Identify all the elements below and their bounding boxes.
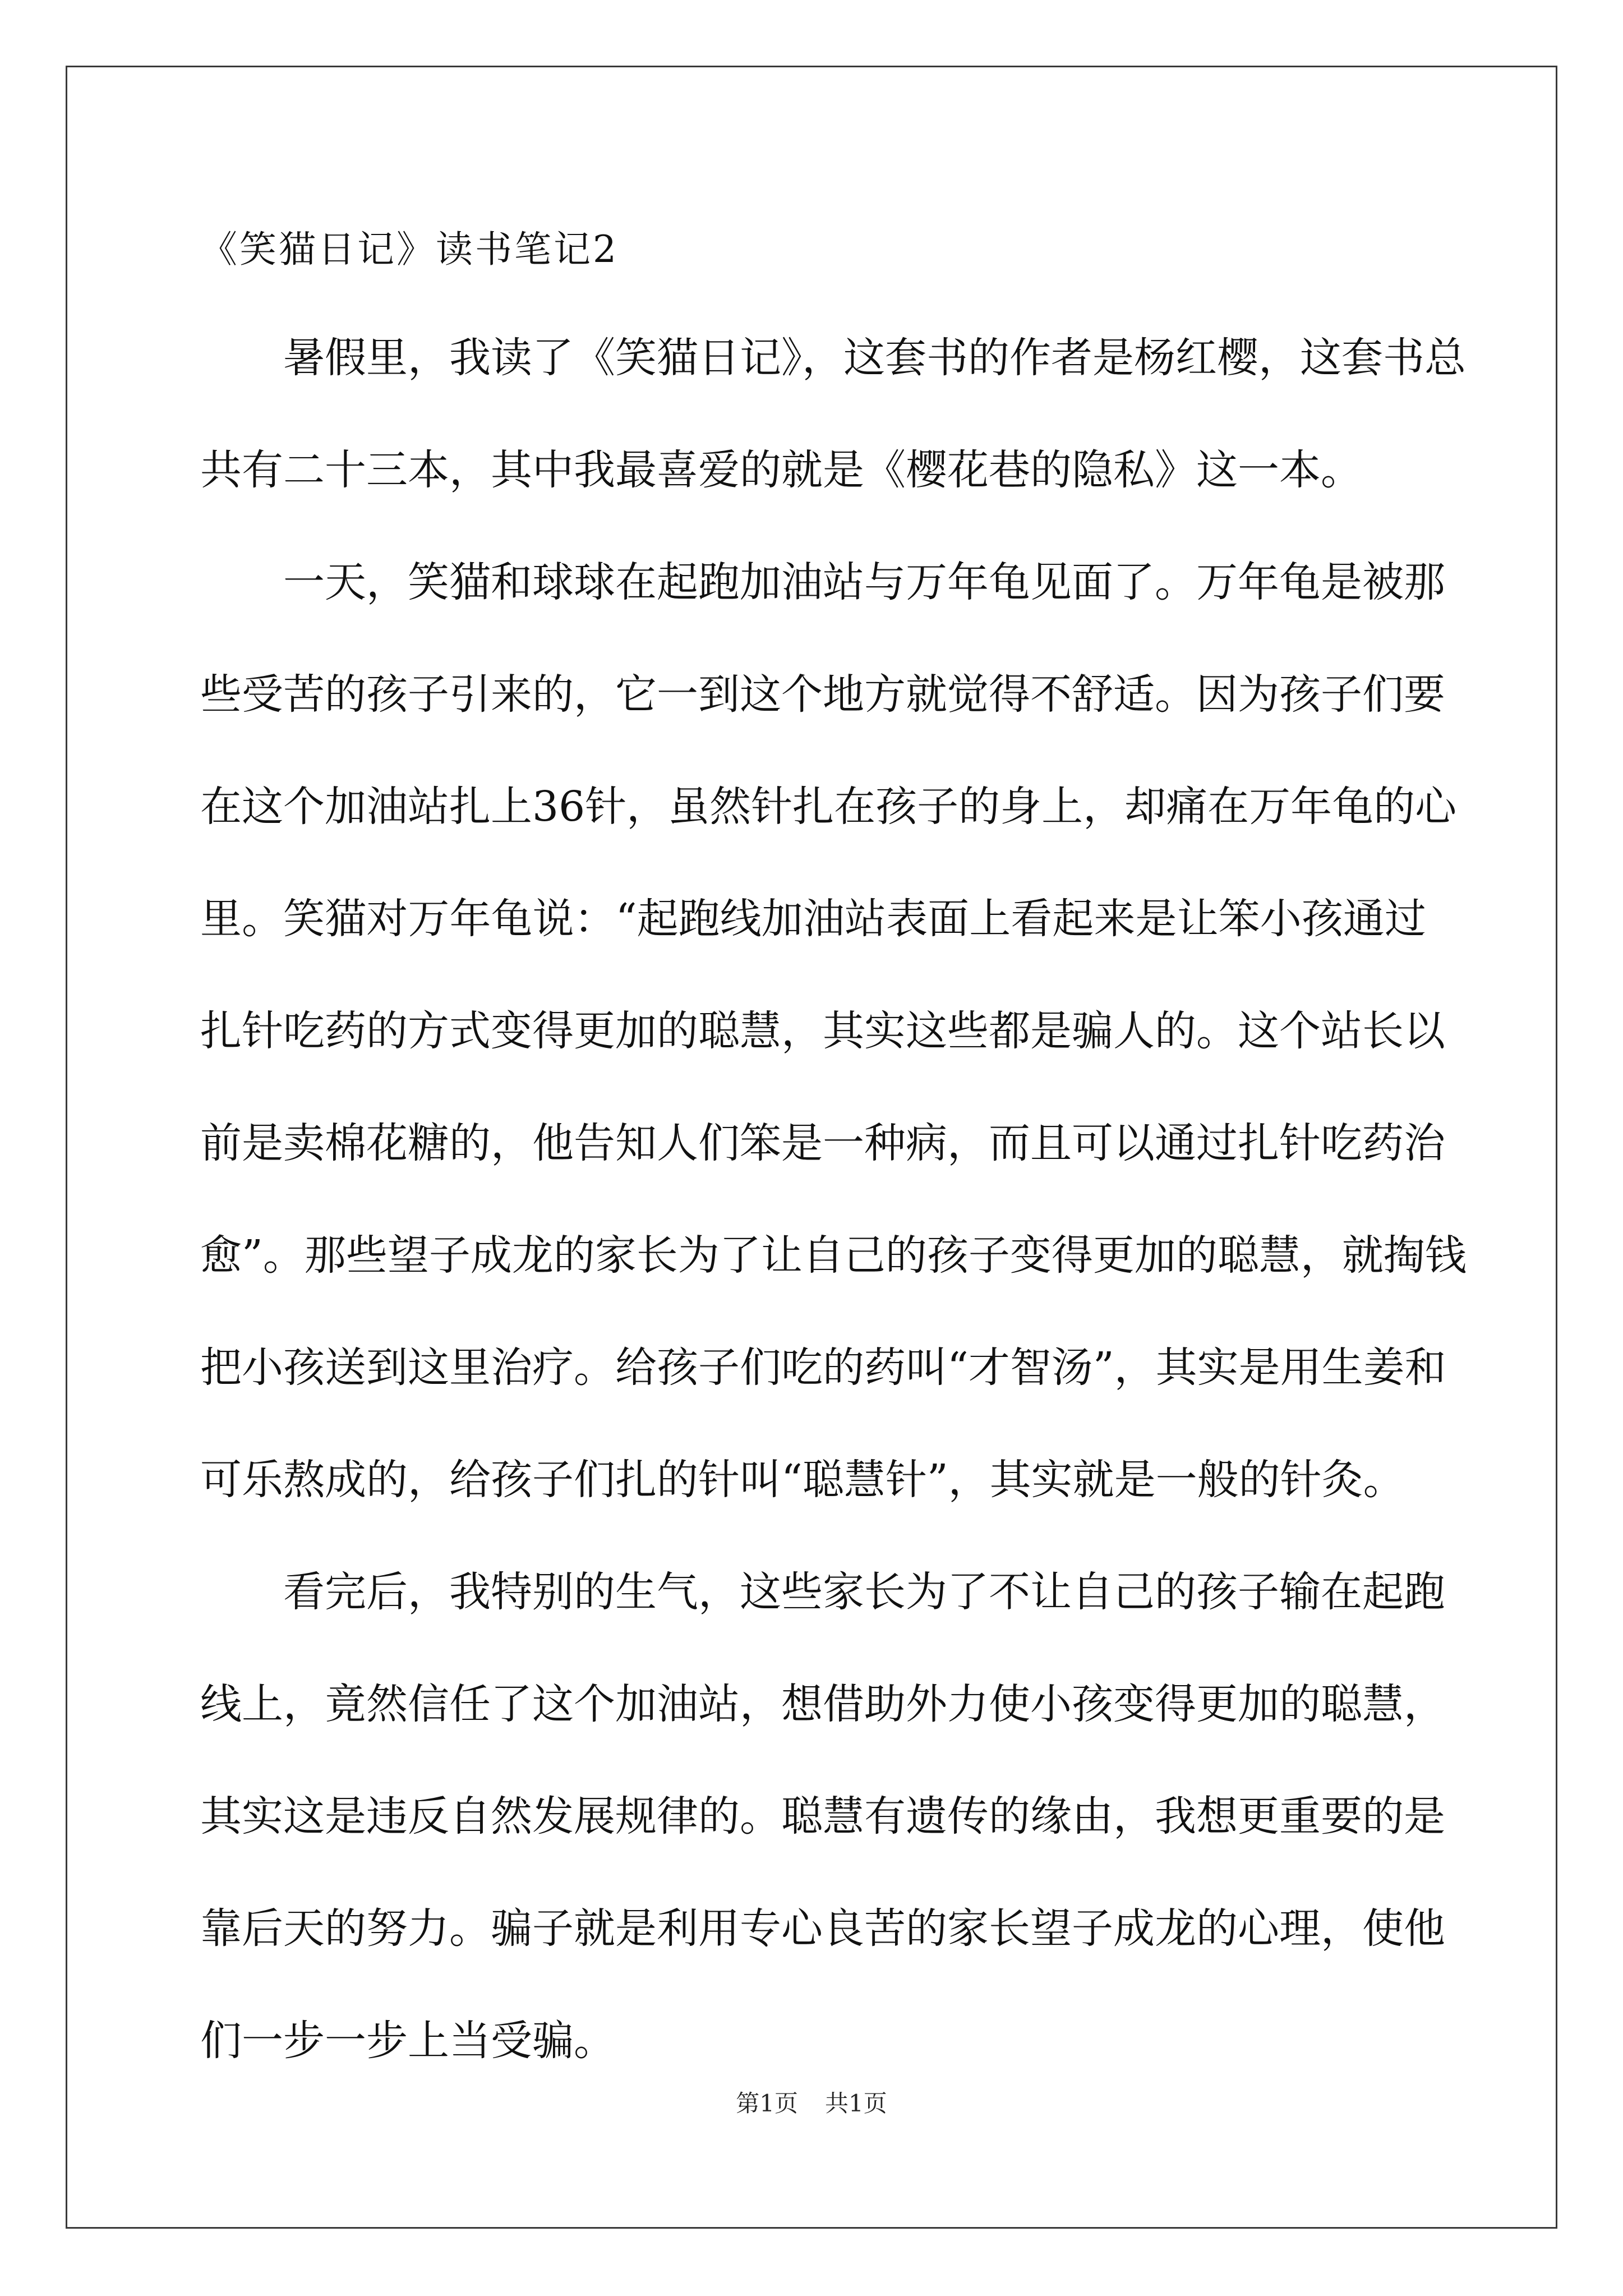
paragraph-2-line-8: 把小孩送到这里治疗。给孩子们吃的药叫“才智汤”，其实是用生姜和	[200, 1343, 1446, 1392]
paragraph-2-line-5: 扎针吃药的方式变得更加的聪慧，其实这些都是骗人的。这个站长以	[200, 1007, 1445, 1055]
paragraph-2-line-2: 些受苦的孩子引来的，它一到这个地方就觉得不舒适。因为孩子们要	[200, 670, 1445, 719]
document-title: 《笑猫日记》读书笔记2	[200, 228, 619, 271]
paragraph-3-line-2: 线上，竟然信任了这个加油站，想借助外力使小孩变得更加的聪慧，	[200, 1680, 1445, 1728]
paragraph-2-line-4: 里。笑猫对万年龟说：“起跑线加油站表面上看起来是让笨小孩通过	[200, 895, 1426, 943]
paragraph-1-line-1: 暑假里，我读了《笑猫日记》，这套书的作者是杨红樱，这套书总	[283, 334, 1466, 382]
page-number-total: 共1页	[825, 2090, 887, 2117]
paragraph-3-line-4: 靠后天的努力。骗子就是利用专心良苦的家长望子成龙的心理，使他	[200, 1904, 1445, 1953]
paragraph-2-line-6: 前是卖棉花糖的，他告知人们笨是一种病，而且可以通过扎针吃药治	[200, 1119, 1445, 1167]
paragraph-2-line-3: 在这个加油站扎上36针，虽然针扎在孩子的身上，却痛在万年龟的心	[200, 783, 1457, 831]
page-number-current: 第1页	[736, 2090, 798, 2117]
paragraph-2-line-9: 可乐熬成的，给孩子们扎的针叫“聪慧针”，其实就是一般的针灸。	[200, 1456, 1405, 1504]
paragraph-2-line-1: 一天，笑猫和球球在起跑加油站与万年龟见面了。万年龟是被那	[283, 558, 1445, 606]
paragraph-3-line-3: 其实这是违反自然发展规律的。聪慧有遗传的缘由，我想更重要的是	[200, 1792, 1445, 1841]
page-footer	[0, 2087, 1623, 2120]
paragraph-3-line-1: 看完后，我特别的生气，这些家长为了不让自己的孩子输在起跑	[283, 1568, 1445, 1616]
paragraph-2-line-7: 愈”。那些望子成龙的家长为了让自己的孩子变得更加的聪慧，就掏钱	[200, 1231, 1467, 1280]
paragraph-3-line-5: 们一步一步上当受骗。	[200, 2017, 615, 2065]
paragraph-1-line-2: 共有二十三本，其中我最喜爱的就是《樱花巷的隐私》这一本。	[200, 446, 1362, 494]
